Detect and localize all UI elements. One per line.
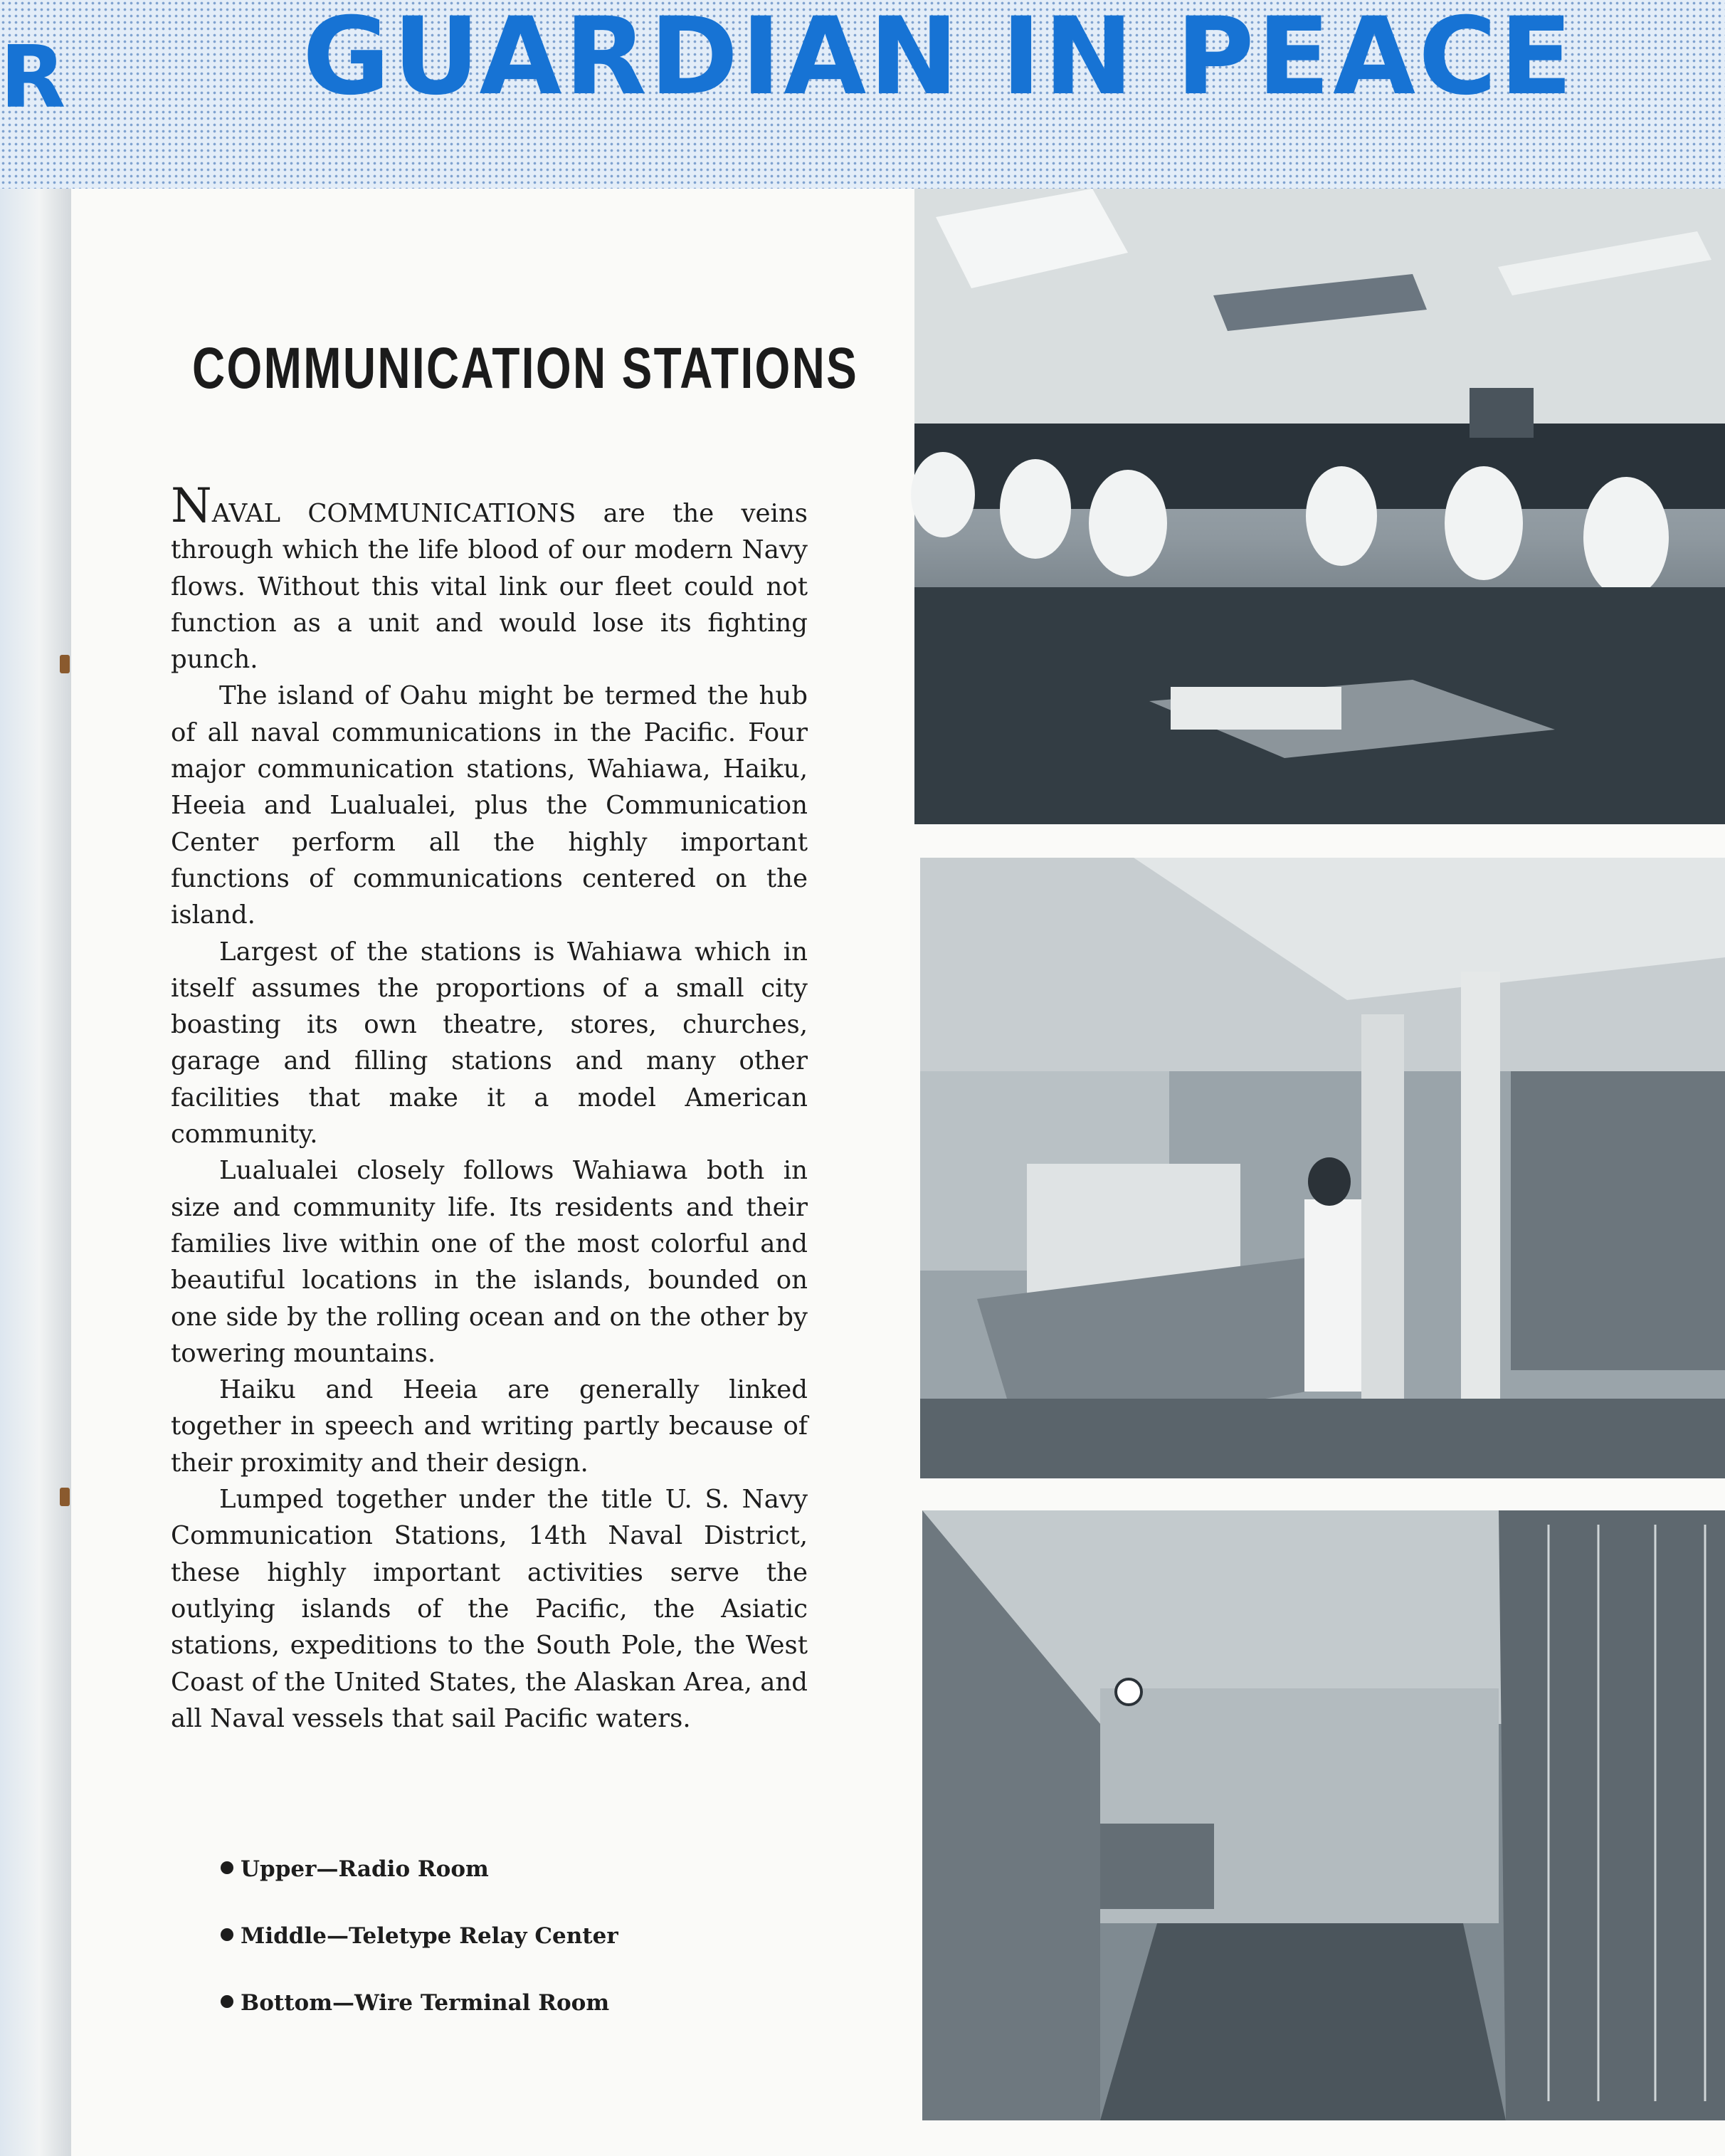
paragraph: Largest of the stations is Wahiawa which in itself assumes the proportions of a small city boasting its own theatre, stores, churches, garage and filling stations and many other facilities that make it a model American community.	[171, 937, 808, 1150]
paragraph: NAVAL COMMUNICATIONS are the veins through which the life blood of our modern Navy flows. Without this vital link our fleet could not function as a unit and would lose its fighting punch.	[171, 478, 808, 675]
bullet-icon	[221, 1861, 233, 1874]
paragraph: The island of Oahu might be termed the hub of all naval communications in the Pacific. Four major communication stations, Wahiawa, Haiku, Heeia and Lualualei, plus the Communication Center perform all the highly important functions of communications centered on the island.	[171, 681, 808, 930]
caption-upper: Upper—Radio Room	[221, 1858, 719, 1881]
staple	[60, 655, 70, 673]
caption-middle: Middle—Teletype Relay Center	[221, 1925, 719, 1947]
article-body	[171, 478, 808, 1737]
paragraph: Lualualei closely follows Wahiawa both in size and community life. Its residents and their families live within one of the most colorful and beautiful locations in the islands, bounded on one side by the rolling ocean and on the other by towering mountains.	[171, 1156, 808, 1368]
banner-edge-letter: R	[0, 28, 66, 127]
paragraph: Haiku and Heeia are generally linked together in speech and writing partly because of their proximity and their design.	[171, 1375, 808, 1478]
article-heading: COMMUNICATION STATIONS	[192, 336, 859, 401]
photo-teletype-relay-center	[920, 858, 1725, 1478]
header-banner	[0, 0, 1725, 189]
photo-radio-room	[914, 189, 1725, 824]
staple	[60, 1488, 70, 1506]
caption-bottom: Bottom—Wire Terminal Room	[221, 1992, 719, 2014]
binding-spine	[0, 0, 71, 2156]
photo-wire-terminal-room	[922, 1510, 1725, 2120]
bullet-icon	[221, 1928, 233, 1941]
photo-captions	[221, 1858, 719, 2058]
drop-cap: N	[171, 478, 212, 533]
bullet-icon	[221, 1995, 233, 2008]
paragraph: Lumped together under the title U. S. Navy Communication Stations, 14th Naval District, these highly important activities serve the outlying islands of the Pacific, the Asiatic stations, expeditions to the South Pole, the West Coast of the United States, the Alaskan Area, and all Naval vessels that sail Pacific waters.	[171, 1485, 808, 1733]
banner-title: GUARDIAN IN PEACE	[302, 0, 1576, 119]
